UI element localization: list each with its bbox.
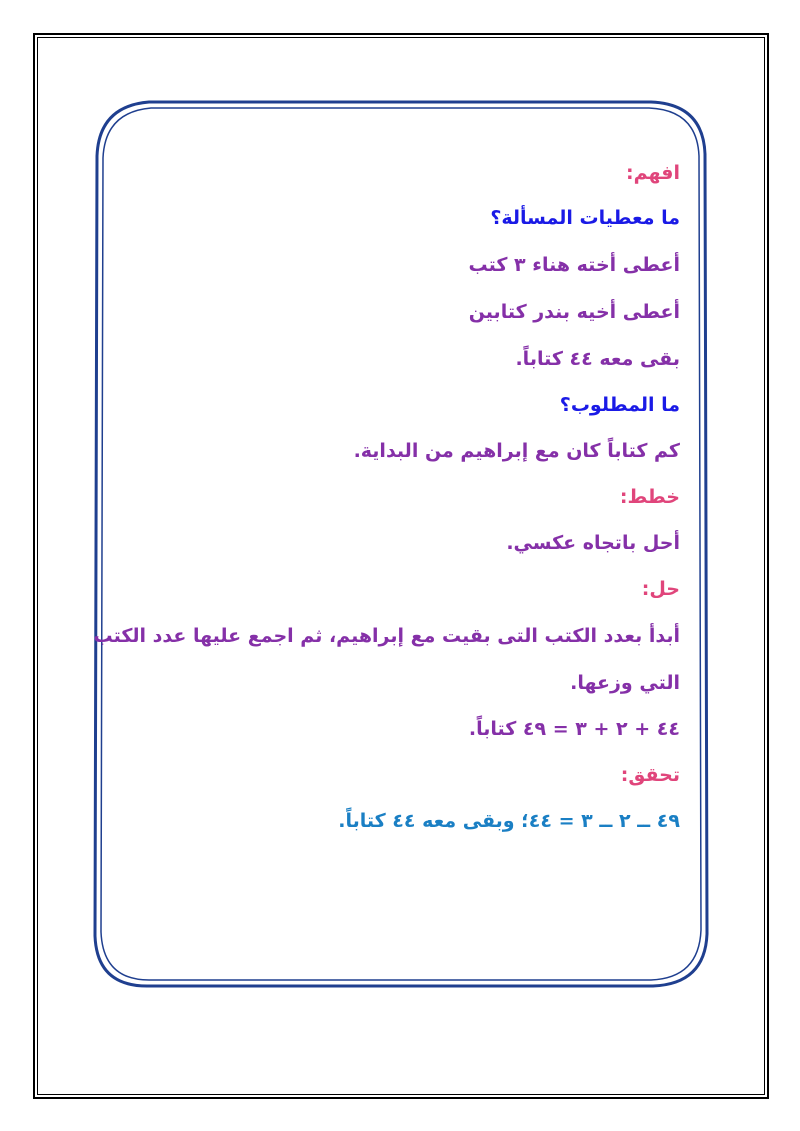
solve-text: أبدأ بعدد الكتب التى بقيت مع إبراهيم، ثم اجمع عليها عدد الكتب <box>93 625 680 647</box>
required-question: ما المطلوب؟ <box>559 394 680 416</box>
given-item: أعطى أخته هناء ٣ كتب <box>468 254 680 276</box>
given-item: أعطى أخيه بندر كتابين <box>468 301 680 323</box>
solve-text: التي وزعها. <box>570 672 680 694</box>
solve-equation: ٤٤ + ٢ + ٣ = ٤٩ كتاباً. <box>468 718 680 740</box>
plan-text: أحل باتجاه عكسي. <box>506 532 680 554</box>
given-question: ما معطيات المسألة؟ <box>490 207 680 229</box>
required-text: كم كتاباً كان مع إبراهيم من البداية. <box>353 440 680 462</box>
understand-heading: افهم: <box>626 162 680 184</box>
solve-heading: حل: <box>641 578 680 600</box>
plan-heading: خطط: <box>619 486 680 508</box>
check-text: ٤٩ ــ ٢ ــ ٣ = ٤٤؛ وبقى معه ٤٤ كتاباً. <box>338 810 680 832</box>
check-heading: تحقق: <box>620 764 680 786</box>
given-item: بقى معه ٤٤ كتاباً. <box>515 348 680 370</box>
